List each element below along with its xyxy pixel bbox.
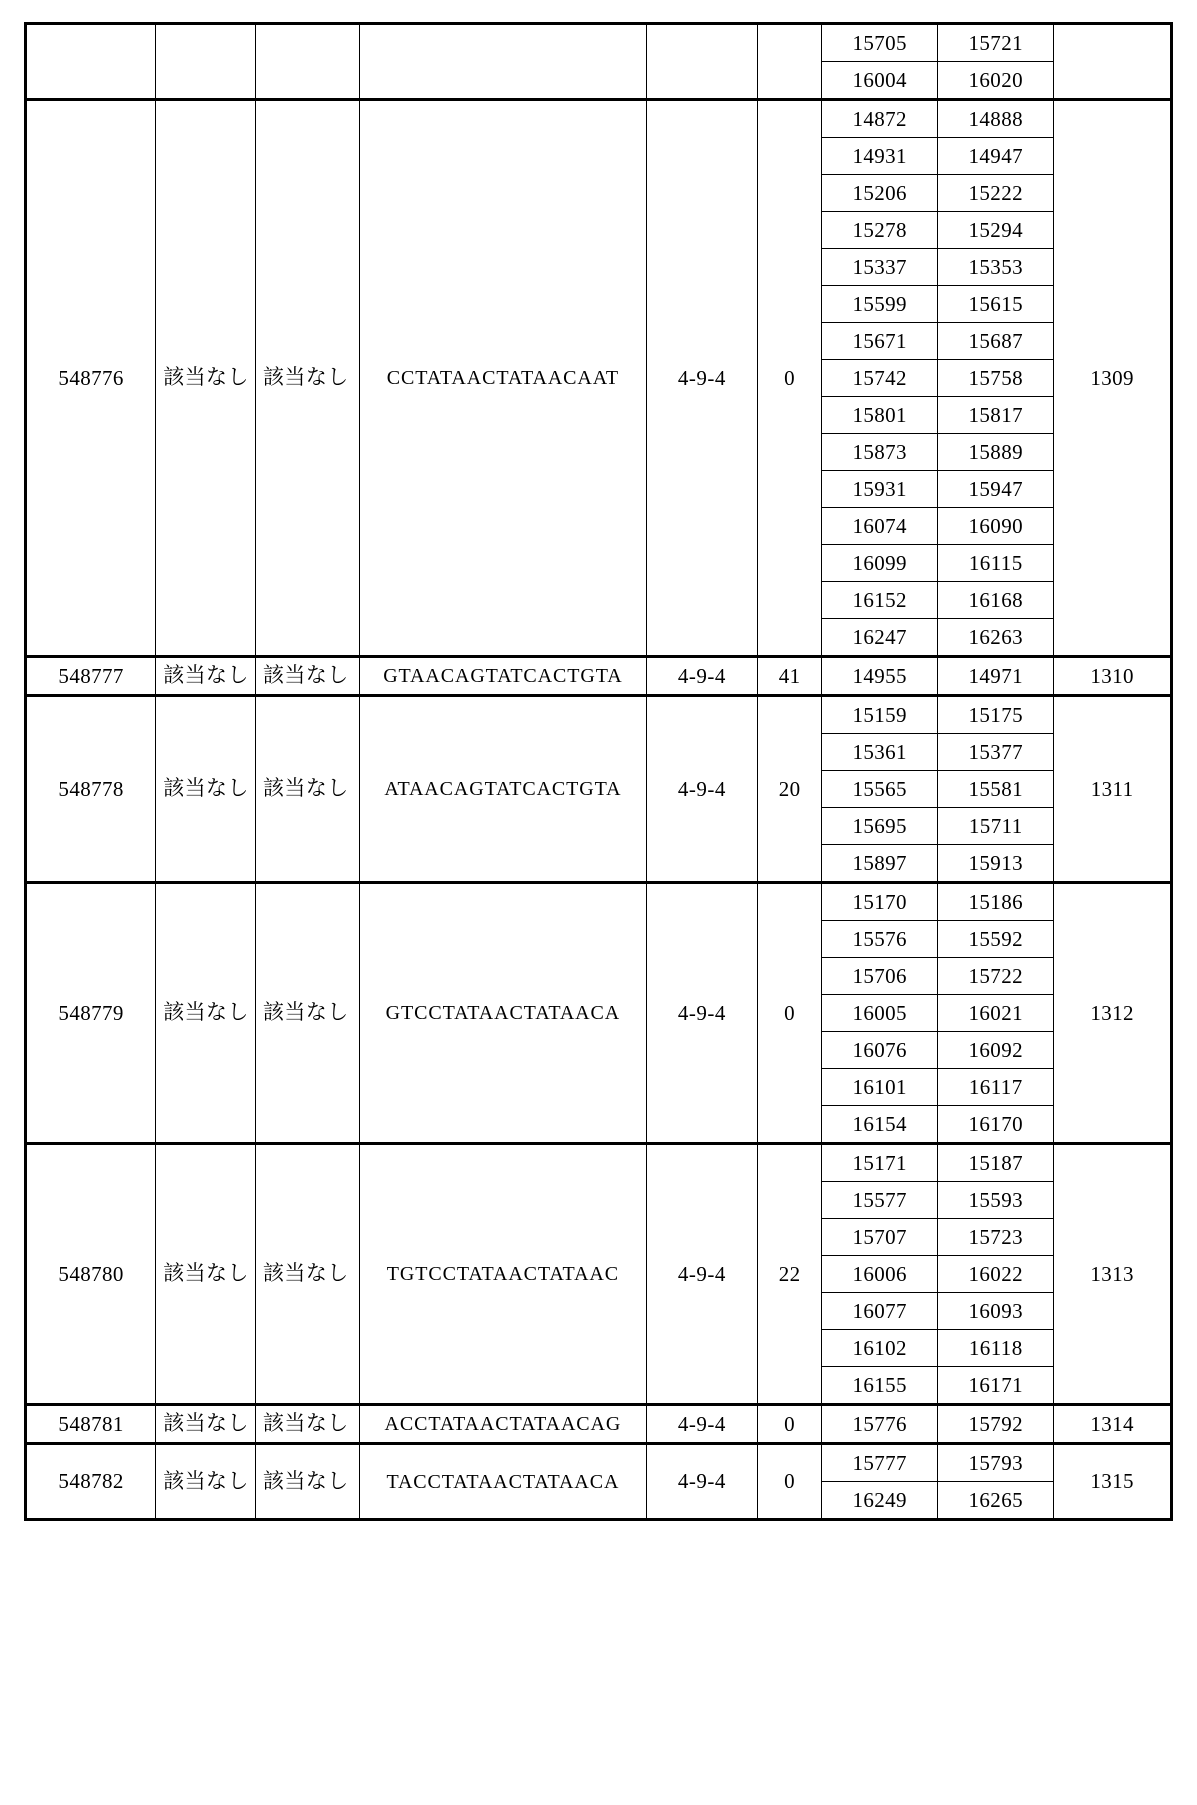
format-text: 4-9-4 — [677, 1261, 726, 1286]
position-end: 16093 — [938, 1293, 1054, 1330]
sequence-table — [24, 22, 1173, 1521]
cell-sequence — [360, 1144, 647, 1405]
cell-count: 0 — [758, 883, 822, 1144]
not-applicable-label: 該当なし — [263, 1261, 349, 1286]
position-end: 15711 — [938, 808, 1054, 845]
position-row — [822, 845, 1053, 882]
cell-sequence — [360, 696, 647, 883]
format-text: 4-9-4 — [677, 365, 726, 390]
cell-positions — [822, 883, 1054, 1144]
cell-id — [26, 24, 156, 100]
cell-sequence — [360, 1444, 647, 1520]
position-end: 16090 — [938, 508, 1054, 545]
position-end: 15913 — [938, 845, 1054, 882]
position-row — [822, 771, 1053, 808]
position-start: 15695 — [822, 808, 938, 845]
position-start: 16077 — [822, 1293, 938, 1330]
cell-id: 548778 — [26, 696, 156, 883]
sequence-text: TGTCCTATAACTATAAC — [386, 1263, 619, 1286]
sequence-text: ACCTATAACTATAACAG — [384, 1413, 622, 1436]
position-row — [822, 1069, 1053, 1106]
position-end: 16265 — [938, 1482, 1054, 1519]
position-start: 16249 — [822, 1482, 938, 1519]
position-end: 15186 — [938, 884, 1054, 921]
position-start: 15206 — [822, 175, 938, 212]
position-row — [822, 1256, 1053, 1293]
cell-id: 548782 — [26, 1444, 156, 1520]
not-applicable-label: 該当なし — [163, 1000, 249, 1025]
position-start: 15576 — [822, 921, 938, 958]
cell-left1 — [156, 1444, 256, 1520]
position-end: 16168 — [938, 582, 1054, 619]
position-start: 16006 — [822, 1256, 938, 1293]
position-start: 16152 — [822, 582, 938, 619]
position-row — [822, 360, 1053, 397]
cell-index: 1315 — [1054, 1444, 1172, 1520]
position-row — [822, 995, 1053, 1032]
position-start: 15159 — [822, 697, 938, 734]
position-end: 16171 — [938, 1367, 1054, 1404]
cell-positions — [822, 1144, 1054, 1405]
position-row — [822, 658, 1053, 694]
cell-positions — [822, 100, 1054, 657]
position-row — [822, 434, 1053, 471]
cell-left2 — [256, 657, 360, 696]
position-row — [822, 1406, 1053, 1442]
position-end: 16092 — [938, 1032, 1054, 1069]
position-row — [822, 323, 1053, 360]
table-row — [26, 1144, 1172, 1405]
position-start: 15776 — [822, 1406, 938, 1442]
positions-table — [822, 25, 1053, 98]
position-start: 15706 — [822, 958, 938, 995]
cell-format — [646, 883, 757, 1144]
positions-table — [822, 1145, 1053, 1403]
cell-left1 — [156, 100, 256, 657]
not-applicable-label: 該当なし — [163, 1411, 249, 1436]
cell-count: 22 — [758, 1144, 822, 1405]
position-row — [822, 545, 1053, 582]
position-start: 15671 — [822, 323, 938, 360]
cell-positions — [822, 1444, 1054, 1520]
position-start: 15577 — [822, 1182, 938, 1219]
position-start: 15170 — [822, 884, 938, 921]
not-applicable-label: 該当なし — [263, 365, 349, 390]
position-row — [822, 1445, 1053, 1482]
position-start: 16247 — [822, 619, 938, 656]
position-start: 15931 — [822, 471, 938, 508]
position-start: 16074 — [822, 508, 938, 545]
position-start: 14955 — [822, 658, 938, 694]
not-applicable-label: 該当なし — [163, 1261, 249, 1286]
position-start: 16154 — [822, 1106, 938, 1143]
cell-index: 1314 — [1054, 1405, 1172, 1444]
position-end: 14888 — [938, 101, 1054, 138]
position-row — [822, 884, 1053, 921]
position-end: 15947 — [938, 471, 1054, 508]
position-row — [822, 1330, 1053, 1367]
position-start: 15705 — [822, 25, 938, 62]
position-end: 16117 — [938, 1069, 1054, 1106]
position-row — [822, 1032, 1053, 1069]
position-end: 16022 — [938, 1256, 1054, 1293]
sequence-text: GTAACAGTATCACTGTA — [383, 665, 623, 688]
cell-left1 — [156, 883, 256, 1144]
position-start: 16005 — [822, 995, 938, 1032]
cell-count: 20 — [758, 696, 822, 883]
position-row — [822, 1145, 1053, 1182]
sequence-text: TACCTATAACTATAACA — [386, 1470, 620, 1493]
position-end: 15817 — [938, 397, 1054, 434]
cell-count: 0 — [758, 100, 822, 657]
position-end: 16263 — [938, 619, 1054, 656]
positions-table — [822, 697, 1053, 881]
position-start: 16102 — [822, 1330, 938, 1367]
position-end: 16118 — [938, 1330, 1054, 1367]
cell-index: 1310 — [1054, 657, 1172, 696]
position-end: 15721 — [938, 25, 1054, 62]
position-row — [822, 697, 1053, 734]
position-row — [822, 582, 1053, 619]
table-row — [26, 696, 1172, 883]
position-end: 14947 — [938, 138, 1054, 175]
cell-sequence — [360, 657, 647, 696]
position-start: 15361 — [822, 734, 938, 771]
table-row — [26, 1405, 1172, 1444]
cell-positions — [822, 657, 1054, 696]
cell-sequence — [360, 883, 647, 1144]
position-row — [822, 508, 1053, 545]
not-applicable-label: 該当なし — [263, 1411, 349, 1436]
cell-left1 — [156, 1144, 256, 1405]
table-row — [26, 1444, 1172, 1520]
table-row — [26, 24, 1172, 100]
cell-format — [646, 24, 757, 100]
cell-positions — [822, 696, 1054, 883]
position-start: 15337 — [822, 249, 938, 286]
position-row — [822, 286, 1053, 323]
cell-sequence — [360, 100, 647, 657]
position-start: 15897 — [822, 845, 938, 882]
position-end: 15222 — [938, 175, 1054, 212]
position-start: 15801 — [822, 397, 938, 434]
cell-id: 548776 — [26, 100, 156, 657]
position-row — [822, 1293, 1053, 1330]
cell-format — [646, 1405, 757, 1444]
not-applicable-label: 該当なし — [163, 1468, 249, 1493]
cell-index: 1309 — [1054, 100, 1172, 657]
position-start: 15599 — [822, 286, 938, 323]
cell-positions — [822, 24, 1054, 100]
cell-id: 548777 — [26, 657, 156, 696]
position-start: 15742 — [822, 360, 938, 397]
position-start: 16076 — [822, 1032, 938, 1069]
position-end: 16115 — [938, 545, 1054, 582]
cell-count: 41 — [758, 657, 822, 696]
position-row — [822, 619, 1053, 656]
cell-left2 — [256, 1405, 360, 1444]
format-text: 4-9-4 — [677, 1000, 726, 1025]
position-row — [822, 958, 1053, 995]
cell-format — [646, 1144, 757, 1405]
cell-count — [758, 24, 822, 100]
position-end: 15294 — [938, 212, 1054, 249]
position-start: 16099 — [822, 545, 938, 582]
position-row — [822, 101, 1053, 138]
position-end: 15722 — [938, 958, 1054, 995]
position-row — [822, 1367, 1053, 1404]
position-end: 15687 — [938, 323, 1054, 360]
not-applicable-label: 該当なし — [263, 776, 349, 801]
position-row — [822, 397, 1053, 434]
cell-id: 548781 — [26, 1405, 156, 1444]
not-applicable-label: 該当なし — [163, 776, 249, 801]
position-start: 15171 — [822, 1145, 938, 1182]
position-start: 14872 — [822, 101, 938, 138]
table-row — [26, 883, 1172, 1144]
position-start: 15777 — [822, 1445, 938, 1482]
position-end: 15723 — [938, 1219, 1054, 1256]
position-end: 15793 — [938, 1445, 1054, 1482]
position-row — [822, 1219, 1053, 1256]
cell-sequence — [360, 1405, 647, 1444]
position-end: 15353 — [938, 249, 1054, 286]
position-start: 15278 — [822, 212, 938, 249]
cell-left2 — [256, 100, 360, 657]
cell-positions — [822, 1405, 1054, 1444]
cell-left1 — [156, 657, 256, 696]
sequence-text: ATAACAGTATCACTGTA — [384, 778, 622, 801]
cell-id: 548780 — [26, 1144, 156, 1405]
table-row — [26, 100, 1172, 657]
sequence-text: GTCCTATAACTATAACA — [385, 1002, 621, 1025]
position-row — [822, 1182, 1053, 1219]
position-start: 15565 — [822, 771, 938, 808]
position-end: 15615 — [938, 286, 1054, 323]
position-end: 16020 — [938, 62, 1054, 99]
format-text: 4-9-4 — [677, 663, 726, 688]
position-row — [822, 808, 1053, 845]
cell-format — [646, 1444, 757, 1520]
position-row — [822, 1482, 1053, 1519]
position-row — [822, 1106, 1053, 1143]
position-end: 15758 — [938, 360, 1054, 397]
position-row — [822, 62, 1053, 99]
position-row — [822, 138, 1053, 175]
cell-index — [1054, 24, 1172, 100]
cell-index: 1313 — [1054, 1144, 1172, 1405]
positions-table — [822, 1406, 1053, 1442]
position-end: 16170 — [938, 1106, 1054, 1143]
cell-index: 1312 — [1054, 883, 1172, 1144]
not-applicable-label: 該当なし — [163, 365, 249, 390]
cell-format — [646, 696, 757, 883]
position-end: 15175 — [938, 697, 1054, 734]
cell-left2 — [256, 1444, 360, 1520]
table-row — [26, 657, 1172, 696]
positions-table — [822, 1445, 1053, 1518]
position-end: 15792 — [938, 1406, 1054, 1442]
format-text: 4-9-4 — [677, 1411, 726, 1436]
cell-count: 0 — [758, 1444, 822, 1520]
positions-table — [822, 101, 1053, 655]
not-applicable-label: 該当なし — [163, 663, 249, 688]
not-applicable-label: 該当なし — [263, 1468, 349, 1493]
position-start: 16004 — [822, 62, 938, 99]
cell-left1 — [156, 24, 256, 100]
position-end: 15377 — [938, 734, 1054, 771]
position-end: 15593 — [938, 1182, 1054, 1219]
position-start: 14931 — [822, 138, 938, 175]
positions-table — [822, 658, 1053, 694]
positions-table — [822, 884, 1053, 1142]
position-end: 16021 — [938, 995, 1054, 1032]
position-end: 15581 — [938, 771, 1054, 808]
cell-left2 — [256, 24, 360, 100]
position-row — [822, 175, 1053, 212]
position-row — [822, 921, 1053, 958]
cell-left1 — [156, 1405, 256, 1444]
position-row — [822, 249, 1053, 286]
position-start: 16155 — [822, 1367, 938, 1404]
cell-id: 548779 — [26, 883, 156, 1144]
cell-index: 1311 — [1054, 696, 1172, 883]
position-end: 14971 — [938, 658, 1054, 694]
not-applicable-label: 該当なし — [263, 663, 349, 688]
cell-sequence — [360, 24, 647, 100]
position-start: 15707 — [822, 1219, 938, 1256]
table-body — [26, 24, 1172, 1520]
cell-count: 0 — [758, 1405, 822, 1444]
format-text: 4-9-4 — [677, 1469, 726, 1494]
position-row — [822, 734, 1053, 771]
cell-left2 — [256, 883, 360, 1144]
position-end: 15592 — [938, 921, 1054, 958]
cell-left2 — [256, 1144, 360, 1405]
sequence-text: CCTATAACTATAACAAT — [386, 367, 619, 390]
position-start: 16101 — [822, 1069, 938, 1106]
position-row — [822, 471, 1053, 508]
cell-left1 — [156, 696, 256, 883]
cell-left2 — [256, 696, 360, 883]
position-end: 15889 — [938, 434, 1054, 471]
position-end: 15187 — [938, 1145, 1054, 1182]
cell-format — [646, 657, 757, 696]
position-start: 15873 — [822, 434, 938, 471]
cell-format — [646, 100, 757, 657]
not-applicable-label: 該当なし — [263, 1000, 349, 1025]
format-text: 4-9-4 — [677, 776, 726, 801]
position-row — [822, 25, 1053, 62]
position-row — [822, 212, 1053, 249]
